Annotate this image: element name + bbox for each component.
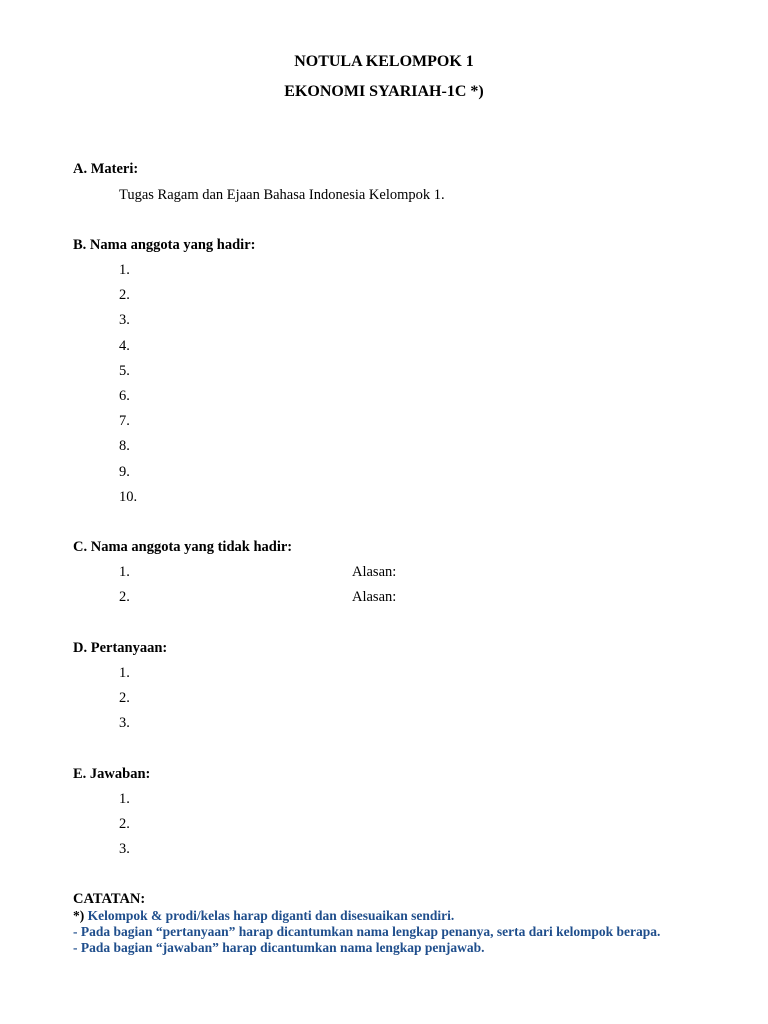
notes-heading: CATATAN: — [73, 891, 146, 907]
section-b-heading: B. Nama anggota yang hadir: — [73, 237, 256, 253]
list-item: 3. — [119, 841, 130, 857]
list-item: 9. — [119, 464, 130, 480]
section-c-heading: C. Nama anggota yang tidak hadir: — [73, 539, 293, 555]
note-text-1: Kelompok & prodi/kelas harap diganti dan disesuaikan sendiri. — [87, 908, 455, 923]
section-a-heading: A. Materi: — [73, 161, 139, 177]
list-item: 3. — [119, 312, 130, 328]
list-item: 1. — [119, 665, 130, 681]
list-item: 1. — [119, 564, 130, 580]
document-title: NOTULA KELOMPOK 1 — [294, 53, 474, 70]
list-item: 8. — [119, 438, 130, 454]
list-item: 1. — [119, 791, 130, 807]
list-item: 5. — [119, 363, 130, 379]
section-a-content: Tugas Ragam dan Ejaan Bahasa Indonesia Kelompok 1. — [119, 187, 445, 203]
list-item: 3. — [119, 715, 130, 731]
notes-block — [73, 891, 660, 956]
document-subtitle: EKONOMI SYARIAH-1C *) — [284, 83, 484, 100]
list-item: 4. — [119, 338, 130, 354]
list-item: 2. — [119, 690, 130, 706]
note-marker: *) — [73, 908, 85, 923]
list-item: 2. — [119, 287, 130, 303]
reason-label: Alasan: — [352, 564, 397, 580]
note-line-2: - Pada bagian “pertanyaan” harap dicantumkan nama lengkap penanya, serta dari kelompok berapa. — [73, 924, 661, 939]
list-item: 6. — [119, 388, 130, 404]
list-item: 10. — [119, 489, 138, 505]
list-item: 7. — [119, 413, 130, 429]
section-d-heading: D. Pertanyaan: — [73, 640, 168, 656]
section-e-heading: E. Jawaban: — [73, 766, 151, 782]
list-item: 2. — [119, 816, 130, 832]
note-line-1 — [73, 908, 660, 924]
note-line-3: - Pada bagian “jawaban” harap dicantumkan nama lengkap penjawab. — [73, 940, 485, 955]
list-item: 1. — [119, 262, 130, 278]
reason-label: Alasan: — [352, 589, 397, 605]
list-item: 2. — [119, 589, 130, 605]
